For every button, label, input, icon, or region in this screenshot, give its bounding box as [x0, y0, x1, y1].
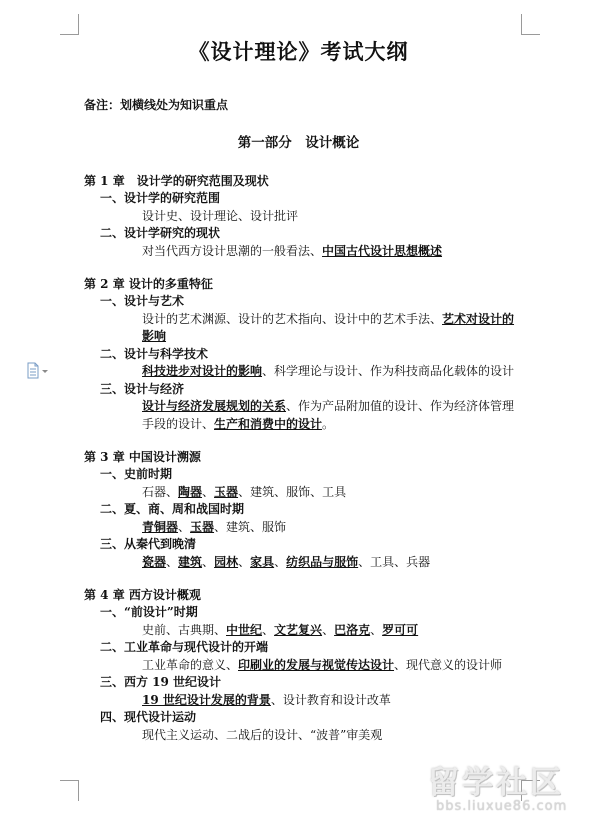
body-text: 、 — [238, 554, 251, 569]
key-point: 中国古代设计思想概述 — [322, 243, 443, 258]
body-text: 石器、 — [142, 484, 179, 499]
watermark-text: 留学社区 — [428, 765, 564, 801]
body-text: 设计的艺术渊源、设计的艺术指向、设计中的艺术手法、 — [142, 311, 443, 326]
body-text: 、设计教育和设计改革 — [270, 692, 391, 707]
key-point: 19 世纪设计发展的背景 — [142, 692, 271, 707]
body-text: 、建筑、服饰 — [214, 519, 287, 534]
section-title: 二、设计与科学技术 — [100, 346, 209, 361]
section-title: 四、现代设计运动 — [100, 710, 197, 724]
section-body — [84, 311, 526, 346]
watermark — [428, 757, 588, 819]
body-text: 、 — [322, 622, 335, 637]
key-point: 青铜器 — [142, 519, 179, 534]
body-text: 、现代意义的设计师 — [394, 657, 503, 672]
key-point: 玉器 — [214, 484, 239, 499]
section-title: 三、从秦代到晚清 — [100, 537, 197, 551]
section-body — [84, 554, 526, 572]
body-text: 工业革命的意义、 — [142, 657, 239, 672]
section-body — [84, 657, 526, 675]
body-text: 、 — [274, 554, 287, 569]
key-point: 科技进步对设计的影响 — [142, 364, 263, 378]
section-title: 二、工业革命与现代设计的开端 — [100, 640, 269, 654]
key-point: 瓷器 — [142, 554, 167, 569]
body-text: 现代主义运动、二战后的设计、“波普”审美观 — [142, 727, 383, 742]
body-text: 史前、古典期、 — [142, 622, 227, 637]
section-title: 三、设计与经济 — [100, 381, 185, 396]
section-title: 二、设计学研究的现状 — [100, 226, 221, 240]
body-text: 、科学理论与设计、作为科技商品化载体的设计 — [262, 364, 515, 378]
section-title: 一、设计学的研究范围 — [100, 191, 221, 205]
body-text: 、 — [178, 519, 191, 534]
document-icon[interactable] — [26, 362, 52, 380]
outline-content — [84, 172, 534, 744]
key-point: 罗可可 — [382, 622, 419, 637]
section-body — [84, 243, 526, 261]
section-title: 一、设计与艺术 — [100, 294, 185, 308]
crop-mark-top-right — [521, 14, 540, 35]
watermark-url: bbs.liuxue86.com — [436, 799, 568, 814]
section-title: 二、夏、商、周和战国时期 — [100, 502, 245, 516]
key-point: 园林 — [214, 554, 239, 569]
crop-mark-top-left — [60, 14, 79, 35]
key-point: 家具 — [250, 554, 275, 569]
body-text: 、 — [370, 622, 383, 637]
document-note: 备注：划横线处为知识重点 — [84, 98, 229, 112]
key-point: 印刷业的发展与视觉传达设计 — [238, 657, 395, 672]
body-text: 、工具、兵器 — [358, 554, 431, 569]
body-text: 对当代西方设计思潮的一般看法、 — [142, 243, 323, 258]
section-body — [84, 208, 526, 226]
section-title: 三、西方 19 世纪设计 — [100, 675, 222, 689]
body-text: 、作为产品附加值的设计、作为经济体管理手段的设计、 — [142, 399, 515, 431]
key-point: 文艺复兴 — [274, 622, 323, 637]
section-body — [84, 622, 526, 640]
section-title: 一、“前设计”时期 — [100, 605, 198, 619]
part-title: 第一部分 设计概论 — [237, 135, 360, 151]
crop-mark-bottom-left — [60, 780, 79, 801]
section-body — [84, 727, 526, 745]
key-point: 艺术对设计的影响 — [142, 311, 515, 343]
chapter-title: 第 1 章 设计学的研究范围及现状 — [84, 174, 269, 188]
key-point: 设计与经济发展规划的关系 — [142, 399, 287, 413]
body-text: 、 — [262, 622, 275, 637]
chapter-title: 第 2 章 设计的多重特征 — [84, 277, 213, 291]
key-point: 陶器 — [178, 484, 203, 499]
section-body — [84, 692, 526, 710]
key-point: 巴洛克 — [334, 622, 371, 637]
body-text: 、 — [202, 554, 215, 569]
key-point: 中世纪 — [226, 622, 263, 637]
section-body — [84, 519, 526, 537]
key-point: 生产和消费中的设计 — [214, 416, 323, 431]
section-title: 一、史前时期 — [100, 467, 173, 481]
section-body — [84, 484, 526, 502]
section-body — [84, 363, 526, 381]
body-text: 设计史、设计理论、设计批评 — [142, 208, 299, 223]
chapter-title: 第 4 章 西方设计概观 — [84, 588, 201, 602]
body-text: 、 — [166, 554, 179, 569]
key-point: 玉器 — [190, 519, 215, 534]
body-text: 。 — [322, 416, 335, 431]
section-body — [84, 398, 526, 433]
chapter-title: 第 3 章 中国设计溯源 — [84, 450, 201, 464]
key-point: 纺织品与服饰 — [286, 554, 359, 569]
body-text: 、建筑、服饰、工具 — [238, 484, 347, 499]
document-title: 《设计理论》考试大纲 — [188, 39, 409, 64]
body-text: 、 — [202, 484, 215, 499]
key-point: 建筑 — [178, 554, 203, 569]
